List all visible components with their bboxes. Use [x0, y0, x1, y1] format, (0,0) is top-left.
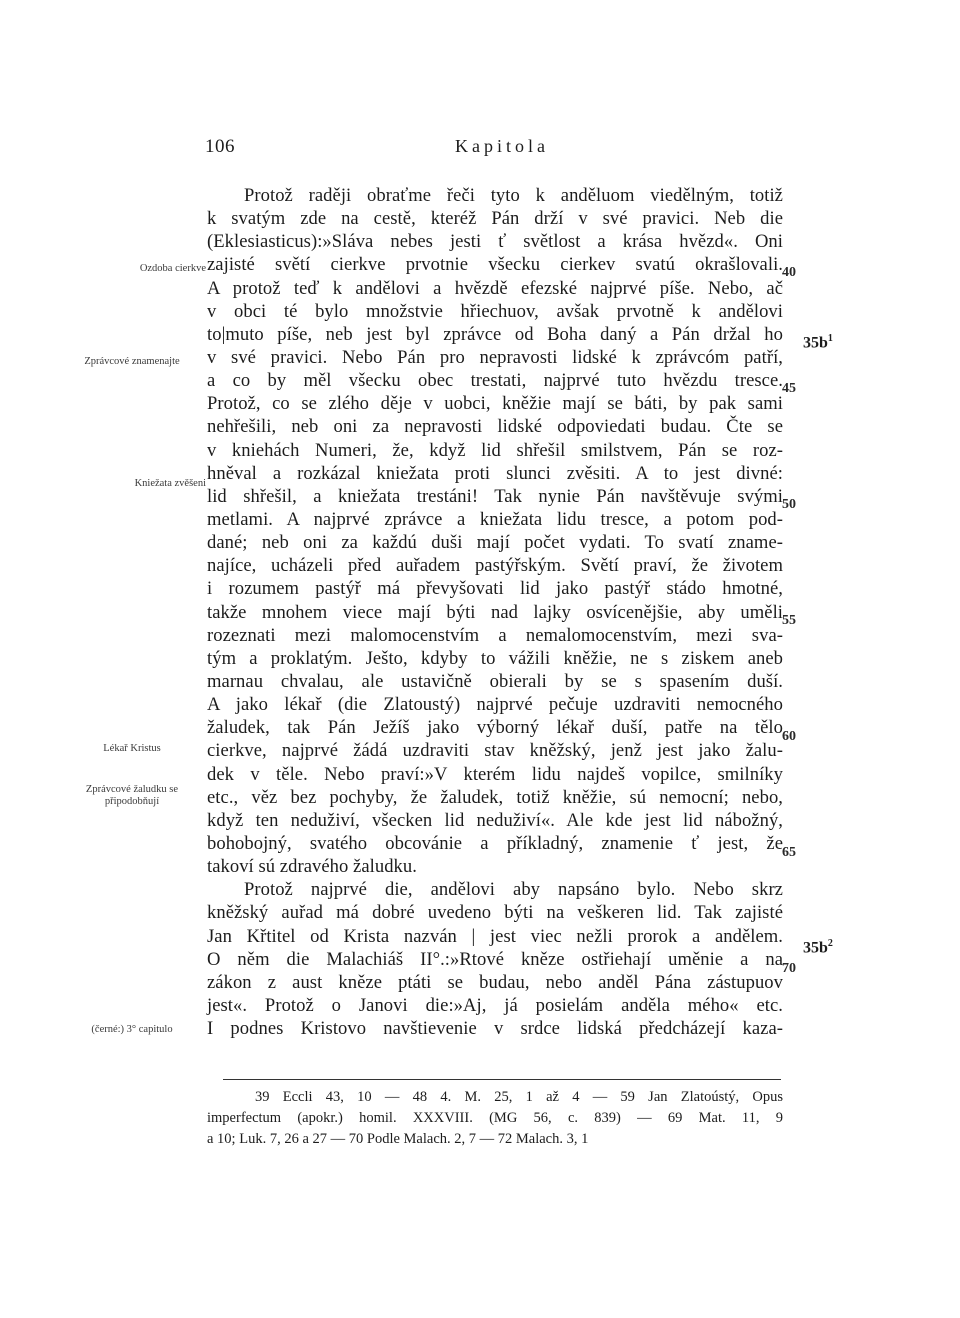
text-line: takoví sú zdravého žaludku. — [207, 856, 417, 878]
text-line: metlami. A najprvé zprávce a kniežata lidu tresce, a potom pod- — [207, 508, 783, 530]
page-number: 106 — [205, 136, 235, 157]
line-number: 70 — [782, 961, 796, 976]
text-line: když ten neduživí, všecken lid neduživí«. Ale kde jest lid nábožný, — [207, 809, 783, 831]
footnote-divider — [223, 1079, 781, 1080]
line-number: 40 — [782, 265, 796, 280]
margin-note: Ozdoba cierkve — [139, 263, 206, 274]
line-number: 65 — [782, 845, 796, 860]
text-line: a co by měl všecku obec trestati, najprvé tuto hvězdu tresce. — [207, 370, 783, 392]
footnote-line: imperfectum (apokr.) homil. XXXVIII. (MG 56, c. 839) — 69 Mat. 11, 9 — [207, 1110, 783, 1126]
footnotes — [207, 1087, 783, 1150]
text-line: k svatým zde na cestě, kteréž Pán drží v své pravici. Neb die — [207, 208, 783, 230]
text-line: etc., věz bez pochyby, že žaludek, totiž kněžie, sú nemocní; nebo, — [207, 786, 783, 808]
text-line: v kniehách Numeri, že, když lid shřešil smilstvem, Pán se roz- — [207, 439, 783, 461]
margin-note: Lékař Kristus — [103, 743, 161, 754]
line-number: 45 — [782, 381, 796, 396]
text-line: I podnes Kristovo navštievenie v srdce lidská předcházejí kaza- — [207, 1018, 783, 1040]
main-text — [207, 184, 783, 1040]
text-line: A jako lékař (die Zlatoustý) najprvé pečuje uzdraviti nemocného — [207, 694, 783, 716]
margin-note: (černé:) 3° capitulo — [91, 1024, 173, 1035]
text-line: Protož, co se zlého děje v uobci, kněžie mají se báti, by pak sami — [207, 393, 783, 415]
text-line: tým a proklatým. Ješto, kdyby to vážili kněžie, ne s ziskem aneb — [207, 647, 783, 669]
folio-mark: $35b^2$ — [803, 938, 833, 957]
text-line: najíce, ucházeli před auřadem pastýřským. Světí praví, že životem — [207, 555, 783, 577]
text-line: Protož najprvé die, andělovi aby napsáno bylo. Nebo skrz — [244, 879, 783, 901]
text-line: zákon z aust kněze ptáti se budau, nebo anděl Pána zástupuov — [207, 971, 783, 993]
text-line: rozeznati mezi malomocenstvím a nemalomocenstvím, mezi sva- — [207, 624, 783, 646]
text-line: i rozumem pastýř má převyšovati lid jako pastýř stádo hmotné, — [207, 578, 783, 600]
text-line: v obci té bylo množstvie hřiechuov, avšak prvotně k andělovi — [207, 300, 783, 322]
text-line: to|muto píše, neb jest byl zprávce od Boha daný a Pán držal ho — [207, 323, 783, 345]
text-line: Protož raději obraťme řeči tyto k anděluom viedělným, totiž — [244, 185, 783, 206]
folio-mark: $35b^1$ — [803, 333, 833, 352]
text-line: O něm die Malachiáš II°.:»Rtové kněze ostřiehají uměnie a na — [207, 948, 783, 970]
text-line: lid shřešil, a kniežata trestáni! Tak nynie Pán navštěvuje svými — [207, 485, 783, 507]
text-line: v své pravici. Nebo Pán pro nepravosti lidské k zprávcóm patří, — [207, 346, 783, 368]
text-line: marnau chvalau, ale ustavičně obierali by se s spasením duší. — [207, 670, 783, 692]
text-line: hněval a rozkázal kniežata proti slunci zvěsiti. A to jest divné: — [207, 462, 783, 484]
text-line: takže mnohem viece mají býti nad lajky osvícenějšie, aby uměli — [207, 601, 783, 623]
margin-note: Zprávcové znamenajte — [84, 356, 180, 367]
text-line: Jan Křtitel od Krista nazván | jest viec nežli prorok a andělem. — [207, 925, 783, 947]
text-line: bohobojný, svatého obcovánie a příkladný, znamenie ť jest, že — [207, 832, 783, 854]
text-line: jest«. Protož o Janovi die:»Aj, já posielám anděla mého« etc. — [207, 994, 783, 1016]
text-line: cierkve, najprvé žádá uzdraviti stav kněžský, jenž jest jako žalu- — [207, 740, 783, 762]
running-head: Kapitola — [455, 136, 549, 156]
text-line: dek v těle. Nebo praví:»V kterém lidu najdeš vopilce, smilníky — [207, 763, 783, 785]
footnote-line: 39 Eccli 43, 10 — 48 4. M. 25, 1 až 4 — 59 Jan Zlatoústý, Opus — [255, 1089, 783, 1105]
margin-note: Kniežata zvěšeni — [134, 478, 206, 489]
text-line: nehřešili, neb oni za nepravosti lidské odpoviedati budau. Čte se — [207, 416, 783, 438]
line-number: 50 — [782, 497, 796, 512]
text-line: zajisté světí cierkve prvotnie všecku cierkev svatú okrašlovali. — [207, 254, 783, 276]
text-line: A protož teď k andělovi a hvězdě efezské najprvé píše. Nebo, ač — [207, 277, 783, 299]
text-line: (Eklesiasticus):»Sláva nebes jesti ť světlost a krása hvězd«. Oni — [207, 231, 783, 253]
text-line: žaludek, tak Pán Ježíš jako výborný lékař duší, patře na tělo — [207, 717, 783, 739]
line-number: 60 — [782, 729, 796, 744]
text-line: kněžský auřad má dobré uvedeno býti na veškeren lid. Tak zajisté — [207, 902, 783, 924]
text-line: dané; neb oni za každú duši mají počet vydati. To svatí zname- — [207, 532, 783, 554]
margin-note: Zprávcové žaludku se připodobňují — [85, 784, 179, 807]
line-number: 55 — [782, 613, 796, 628]
page-header — [0, 136, 960, 160]
footnote-line: a 10; Luk. 7, 26 a 27 — 70 Podle Malach. 2, 7 — 72 Malach. 3, 1 — [207, 1131, 589, 1147]
